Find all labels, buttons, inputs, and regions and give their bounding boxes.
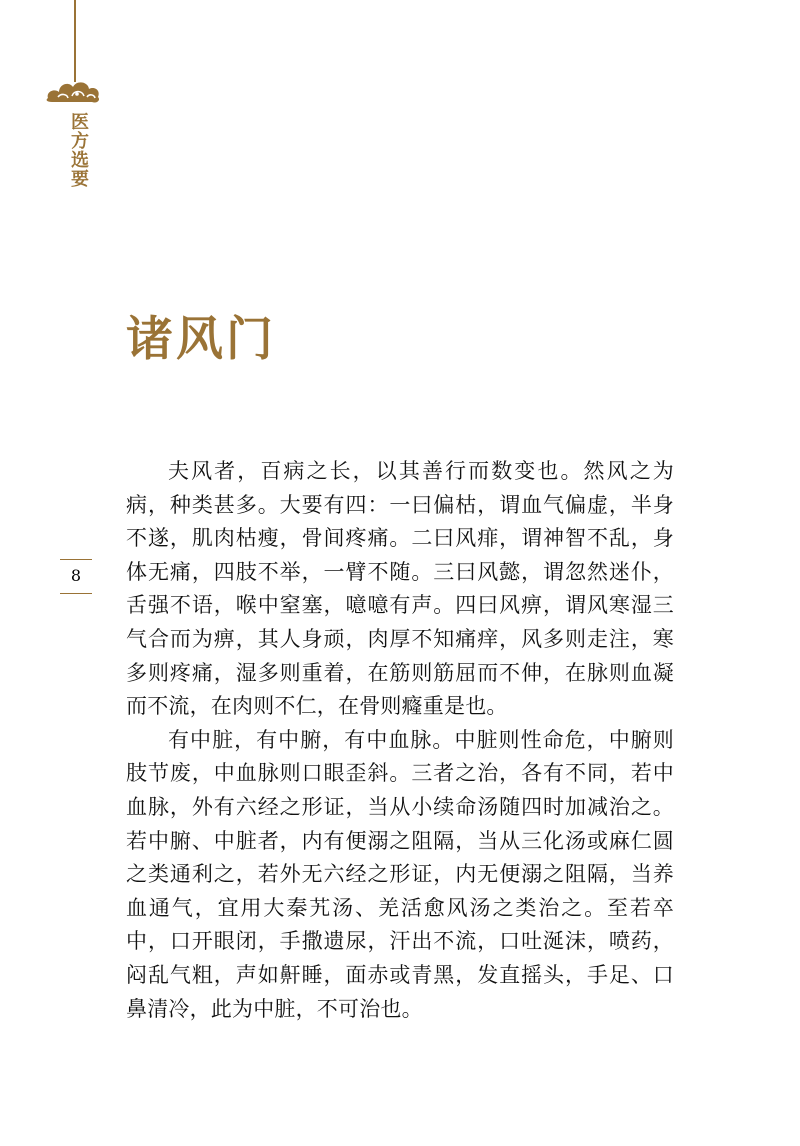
page-number-rule-bottom [60, 593, 92, 594]
running-header-book-title: 医方选要 [68, 112, 89, 188]
page-number-block [60, 559, 92, 595]
paragraph: 夫风者，百病之长，以其善行而数变也。然风之为病，种类甚多。大要有四：一曰偏枯，谓血气偏虚，半身不遂，肌肉枯瘦，骨间疼痛。二曰风痱，谓神智不乱，身体无痛，四肢不举，一臂不随。三曰风懿，谓忽然迷仆，舌强不语，喉中窒塞，噫噫有声。四曰风痹，谓风寒湿三气合而为痹，其人身顽，肉厚不知痛痒，风多则走注，寒多则疼痛，湿多则重着，在筋则筋屈而不伸，在脉则血凝而不流，在肉则不仁，在骨则癃重是也。 [126, 459, 674, 719]
auspicious-cloud-icon [44, 74, 102, 106]
page-number-rule-top [60, 559, 92, 560]
page-number: 8 [70, 566, 82, 585]
paragraph: 有中脏，有中腑，有中血脉。中脏则性命危，中腑则肢节废，中血脉则口眼歪斜。三者之治，各有不同，若中血脉，外有六经之形证，当从小续命汤随四时加减治之。若中腑、中脏者，内有便溺之阻隔，当从三化汤或麻仁圆之类通利之，若外无六经之形证，内无便溺之阻隔，当养血通气，宜用大秦艽汤、羌活愈风汤之类治之。至若卒中，口开眼闭，手撒遗尿，汗出不流，口吐涎沫，喷药，闷乱气粗，声如鼾睡，面赤或青黑，发直摇头，手足、口鼻清冷，此为中脏，不可治也。 [126, 727, 674, 1021]
chapter-title: 诸风门 [126, 312, 276, 367]
body-text [126, 455, 674, 1026]
hanging-line [74, 0, 76, 82]
